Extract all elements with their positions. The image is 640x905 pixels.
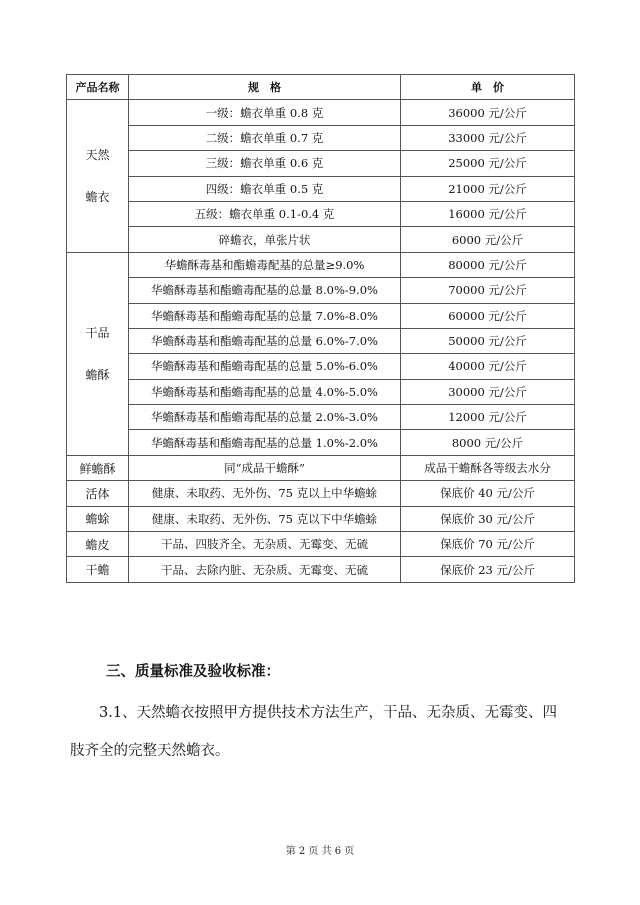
spec-cell: 华蟾酥毒基和酯蟾毒配基的总量 1.0%-2.0% <box>129 430 401 455</box>
price-cell: 60000 元/公斤 <box>401 303 575 328</box>
page-footer: 第 2 页 共 6 页 <box>285 846 355 857</box>
header-spec: 规 格 <box>129 75 401 100</box>
spec-cell: 健康、未取药、无外伤、75 克以下中华蟾蜍 <box>129 506 401 531</box>
table-row <box>67 506 575 531</box>
price-table <box>66 74 575 583</box>
price-cell: 6000 元/公斤 <box>401 227 575 252</box>
table-row <box>67 176 575 201</box>
spec-cell: 健康、未取药、无外伤、75 克以上中华蟾蜍 <box>129 481 401 506</box>
category-toad-skin: 蟾皮 <box>67 532 129 557</box>
category-dried-toad: 干蟾 <box>67 557 129 582</box>
table-row <box>67 125 575 150</box>
spec-cell: 华蟾酥毒基和酯蟾毒配基的总量 6.0%-7.0% <box>129 328 401 353</box>
header-price: 单 价 <box>401 75 575 100</box>
price-cell: 保底价 40 元/公斤 <box>401 481 575 506</box>
spec-cell: 二级：蟾衣单重 0.7 克 <box>129 125 401 150</box>
table-row <box>67 278 575 303</box>
spec-cell: 一级：蟾衣单重 0.8 克 <box>129 100 401 125</box>
price-cell: 16000 元/公斤 <box>401 201 575 226</box>
price-cell: 70000 元/公斤 <box>401 278 575 303</box>
category-natural-toad-skin <box>67 100 129 252</box>
table-row <box>67 252 575 277</box>
price-cell: 12000 元/公斤 <box>401 405 575 430</box>
spec-cell: 碎蟾衣，单张片状 <box>129 227 401 252</box>
price-cell: 保底价 30 元/公斤 <box>401 506 575 531</box>
price-cell: 36000 元/公斤 <box>401 100 575 125</box>
price-cell: 成品干蟾酥各等级去水分 <box>401 455 575 480</box>
table-row <box>67 303 575 328</box>
section-title: 三、质量标准及验收标准： <box>106 664 280 680</box>
spec-cell: 同“成品干蟾酥” <box>129 455 401 480</box>
spec-cell: 干品、去除内脏、无杂质、无霉变、无硫 <box>129 557 401 582</box>
category-label: 天然 <box>85 148 110 163</box>
table-row <box>67 532 575 557</box>
price-cell: 21000 元/公斤 <box>401 176 575 201</box>
table-row <box>67 328 575 353</box>
table-row <box>67 430 575 455</box>
spec-cell: 三级：蟾衣单重 0.6 克 <box>129 151 401 176</box>
table-row <box>67 405 575 430</box>
spec-cell: 华蟾酥毒基和酯蟾毒配基的总量 2.0%-3.0% <box>129 405 401 430</box>
price-cell: 25000 元/公斤 <box>401 151 575 176</box>
table-row <box>67 151 575 176</box>
category-live-toad-line2: 蟾蜍 <box>67 506 129 531</box>
price-cell: 保底价 70 元/公斤 <box>401 532 575 557</box>
spec-cell: 五级：蟾衣单重 0.1-0.4 克 <box>129 201 401 226</box>
price-cell: 50000 元/公斤 <box>401 328 575 353</box>
table-row <box>67 455 575 480</box>
price-cell: 保底价 23 元/公斤 <box>401 557 575 582</box>
table-row <box>67 100 575 125</box>
category-fresh-toad-venom: 鲜蟾酥 <box>67 455 129 480</box>
price-cell: 40000 元/公斤 <box>401 354 575 379</box>
table-row <box>67 379 575 404</box>
table-row <box>67 557 575 582</box>
category-label: 蟾酥 <box>85 367 110 382</box>
spec-cell: 华蟾酥毒基和酯蟾毒配基的总量 5.0%-6.0% <box>129 354 401 379</box>
spec-cell: 干品、四肢齐全、无杂质、无霉变、无硫 <box>129 532 401 557</box>
body-paragraph: 3.1、天然蟾衣按照甲方提供技术方法生产，干品、无杂质、无霉变、四肢齐全的完整天然蟾衣。 <box>70 705 558 759</box>
header-product-name: 产品名称 <box>67 75 129 100</box>
category-dry-toad-venom <box>67 252 129 455</box>
category-label: 蟾衣 <box>85 190 110 205</box>
price-cell: 8000 元/公斤 <box>401 430 575 455</box>
spec-cell: 华蟾酥毒基和酯蟾毒配基的总量≥9.0% <box>129 252 401 277</box>
table-row <box>67 227 575 252</box>
price-cell: 80000 元/公斤 <box>401 252 575 277</box>
category-live-toad-line1: 活体 <box>67 481 129 506</box>
price-cell: 33000 元/公斤 <box>401 125 575 150</box>
category-label: 干品 <box>85 325 110 340</box>
price-cell: 30000 元/公斤 <box>401 379 575 404</box>
table-row <box>67 201 575 226</box>
table-header-row <box>67 75 575 100</box>
table-row <box>67 354 575 379</box>
spec-cell: 四级：蟾衣单重 0.5 克 <box>129 176 401 201</box>
table-row <box>67 481 575 506</box>
spec-cell: 华蟾酥毒基和酯蟾毒配基的总量 4.0%-5.0% <box>129 379 401 404</box>
spec-cell: 华蟾酥毒基和酯蟾毒配基的总量 7.0%-8.0% <box>129 303 401 328</box>
spec-cell: 华蟾酥毒基和酯蟾毒配基的总量 8.0%-9.0% <box>129 278 401 303</box>
